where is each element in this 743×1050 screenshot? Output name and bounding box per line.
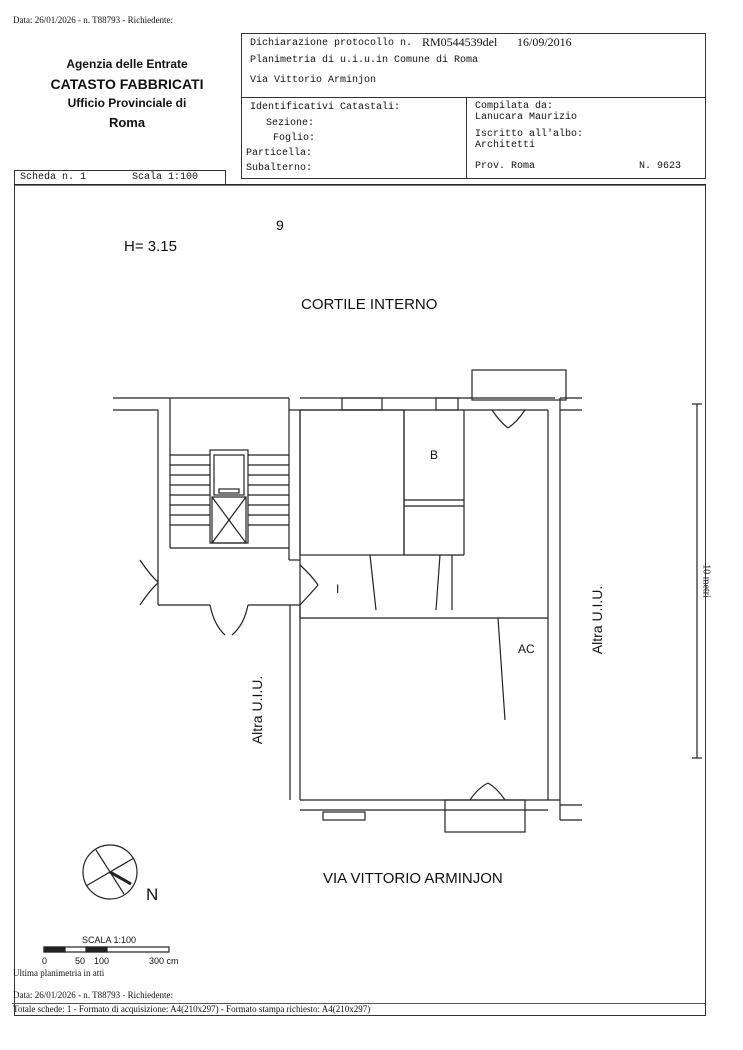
scheda-number: Scheda n. 1	[20, 172, 87, 183]
scale-bar-title: SCALA 1:100	[82, 935, 137, 945]
agency-catasto: CATASTO FABBRICATI	[50, 76, 204, 92]
scale-tick-50: 50	[75, 956, 86, 966]
staircase	[113, 398, 300, 560]
compiled-label: Compilata da:	[475, 101, 554, 112]
register-number: N. 9623	[639, 161, 682, 172]
ceiling-height: H= 3.15	[124, 238, 177, 255]
north-compass	[83, 845, 137, 899]
header-request-line: Data: 26/01/2026 - n. T88793 - Richiedente:	[13, 15, 174, 25]
agency-office: Ufficio Provinciale di	[67, 96, 187, 110]
landing	[140, 560, 318, 800]
cadastral-title: Identificativi Catastali:	[250, 102, 401, 113]
scale-tick-300: 300 cm	[149, 956, 179, 966]
albo-value: Architetti	[475, 140, 536, 151]
courtyard-label: CORTILE INTERNO	[301, 296, 438, 313]
room-i-label: I	[336, 582, 340, 596]
scale-bar	[44, 947, 169, 952]
plan-description: Planimetria di u.i.u.in Comune di Roma	[250, 55, 479, 66]
footer-request-line: Data: 26/01/2026 - n. T88793 - Richiedente:	[13, 990, 174, 1000]
scheda-scale: Scala 1:100	[132, 172, 199, 183]
ten-meters-label: 10 metri	[700, 564, 712, 598]
agency-city: Roma	[108, 115, 146, 130]
other-unit-right: Altra U.I.U.	[589, 585, 605, 655]
street-label: VIA VITTORIO ARMINJON	[323, 870, 503, 887]
apartment-walls	[300, 370, 582, 832]
compiled-name: Lanucara Maurizio	[475, 112, 578, 123]
protocol-number: RM0544539del	[422, 35, 498, 49]
footer-totals: Totale schede: 1 - Formato di acquisizione: A4(210x297) - Formato stampa richiesto: A4(210x297)	[13, 1004, 371, 1014]
protocol-label: Dichiarazione protocollo n.	[250, 38, 413, 49]
protocol-date: 16/09/2016	[517, 35, 572, 49]
north-label: N	[146, 885, 159, 904]
sezione-label: Sezione:	[266, 118, 315, 129]
room-ac-label: AC	[518, 642, 535, 656]
agency-name: Agenzia delle Entrate	[66, 57, 188, 71]
scale-tick-0: 0	[42, 956, 48, 966]
particella-label: Particella:	[246, 148, 313, 159]
albo-label: Iscritto all'albo:	[475, 129, 584, 140]
other-unit-left: Altra U.I.U.	[249, 675, 265, 745]
floor-number: 9	[276, 217, 284, 233]
province-label: Prov. Roma	[475, 161, 536, 172]
foglio-label: Foglio:	[273, 133, 316, 144]
address-line: Via Vittorio Arminjon	[250, 75, 377, 86]
room-b-label: B	[430, 448, 439, 462]
last-plan-note: Ultima planimetria in atti	[13, 968, 105, 978]
subalterno-label: Subalterno:	[246, 163, 313, 174]
scale-tick-100: 100	[94, 956, 110, 966]
